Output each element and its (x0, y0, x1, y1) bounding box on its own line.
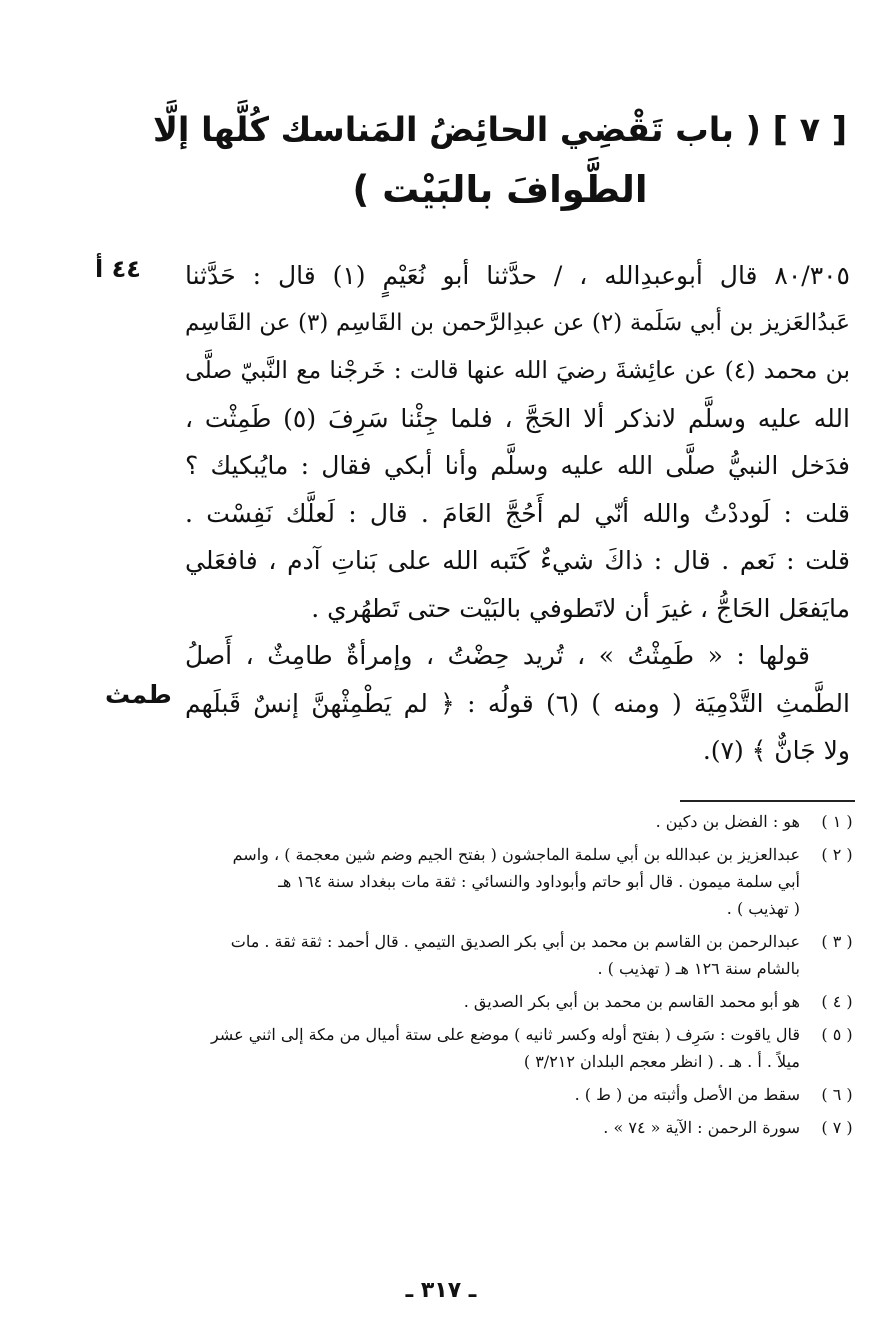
footnote-text (95, 1114, 800, 1141)
footnote-line: قال ياقوت : سَرِف ( بفتح أوله وكسر ثانيه ) موضع على ستة أميال من مكة إلى اثني عشر (210, 1025, 800, 1044)
footnote-line: ( تهذيب ) . (726, 899, 800, 918)
text-line: قلت : لَوددْتُ والله أنّي لم أَحُجَّ العَامَ . قال : لَعلَّك نَفِسْت . (185, 498, 850, 528)
footnotes (95, 808, 860, 1147)
chapter-heading-line-2: الطَّوافَ بالبَيْت ) (352, 168, 648, 211)
footnote (95, 808, 860, 835)
footnote-number: ( ١ ) (821, 812, 853, 831)
text-line: مايَفعَل الحَاجُّ ، غيرَ أن لاتَطوفي بالبَيْت حتى تَطهُري . (311, 593, 850, 623)
text-line: ٨٠/٣٠٥ قال أبوعبدِالله ، / حدَّثنا أبو نُعَيْمٍ (١) قال : حَدَّثنا (185, 261, 850, 290)
text-line: الطَّمثِ التَّدْمِيَة ( ومنه ) (٦) قولُه : ﴿ لم يَطْمِثْهنَّ إنسٌ قَبلَهم (185, 688, 850, 718)
footnote-text (95, 1081, 800, 1108)
footnote-line: سورة الرحمن : الآية « ٧٤ » . (603, 1118, 800, 1137)
text-line: قولها : « طَمِثْتُ » ، تُريد حِضْتُ ، وإمرأةٌ طامِثٌ ، أَصلُ (185, 641, 810, 670)
footnote (95, 1081, 860, 1108)
footnote (95, 1114, 860, 1141)
footnote-number: ( ٧ ) (821, 1118, 853, 1137)
footnote (95, 928, 860, 982)
margin-keyword: طمث (105, 680, 172, 709)
footnote-text (95, 988, 800, 1015)
footnote-line: أبي سلمة ميمون . قال أبو حاتم وأبوداود والنسائي : ثقة مات ببغداد سنة ١٦٤ هـ (278, 872, 800, 891)
page-number: ـ ٣١٧ ـ (405, 1278, 477, 1303)
footnote-line: هو : الفضل بن دكين . (655, 812, 800, 831)
footnote-line: عبدالعزيز بن عبدالله بن أبي سلمة الماجشون ( بفتح الجيم وضم شين معجمة ) ، واسم (232, 845, 800, 864)
text-line: بن محمد (٤) عن عائِشةَ رضيَ الله عنها قالت : خَرجْنا مع النَّبيّ صلَّى (185, 356, 851, 384)
footnote-number: ( ٦ ) (821, 1085, 853, 1104)
footnote (95, 841, 860, 922)
text-line: قلت : نَعم . قال : ذاكَ شيءٌ كَتَبه الله على بَناتِ آدم ، فافعَلي (185, 546, 850, 575)
hadith-text (185, 252, 850, 775)
footnote-line: هو أبو محمد القاسم بن محمد بن أبي بكر الصديق . (463, 992, 800, 1011)
footnote-separator (680, 800, 855, 802)
footnote-line: بالشام سنة ١٢٦ هـ ( تهذيب ) . (597, 959, 800, 978)
footnote-number: ( ٢ ) (821, 845, 853, 864)
margin-manuscript-reference: ٤٤ أ (95, 255, 141, 283)
footnote-text (95, 841, 800, 922)
text-line: ولا جَانٌّ ﴾ (٧). (702, 736, 850, 765)
footnote-line: ميلاً . أ . هـ . ( انظر معجم البلدان ٣/٢١٢ ) (523, 1052, 800, 1071)
footnote-number: ( ٤ ) (821, 992, 853, 1011)
footnote-text (95, 808, 800, 835)
text-line: فدَخل النبيُّ صلَّى الله عليه وسلَّم وأنا أبكي فقال : مايُبكيك ؟ (185, 451, 850, 480)
footnote-line: عبدالرحمن بن القاسم بن محمد بن أبي بكر الصديق التيمي . قال أحمد : ثقة ثقة . مات (230, 932, 800, 951)
footnote (95, 1021, 860, 1075)
footnote-text (95, 1021, 800, 1075)
footnote-number: ( ٥ ) (821, 1025, 853, 1044)
footnote-number: ( ٣ ) (821, 932, 853, 951)
text-line: الله عليه وسلَّم لانذكر ألا الحَجَّ ، فلما جِئْنا سَرِفَ (٥) طَمِثْت ، (185, 403, 850, 433)
text-line: عَبدُالعَزيز بن أبي سَلَمة (٢) عن عبدِالرَّحمن بن القَاسِم (٣) عن القَاسِم (185, 309, 850, 336)
footnote-text (95, 928, 800, 982)
chapter-heading-line-1: [ ٧ ] ( باب تَقْضِي الحائِضُ المَناسك كُلَّها إلَّا (152, 110, 848, 149)
footnote-line: سقط من الأصل وأثبته من ( ط ) . (574, 1085, 800, 1104)
chapter-heading (150, 100, 850, 220)
footnote (95, 988, 860, 1015)
